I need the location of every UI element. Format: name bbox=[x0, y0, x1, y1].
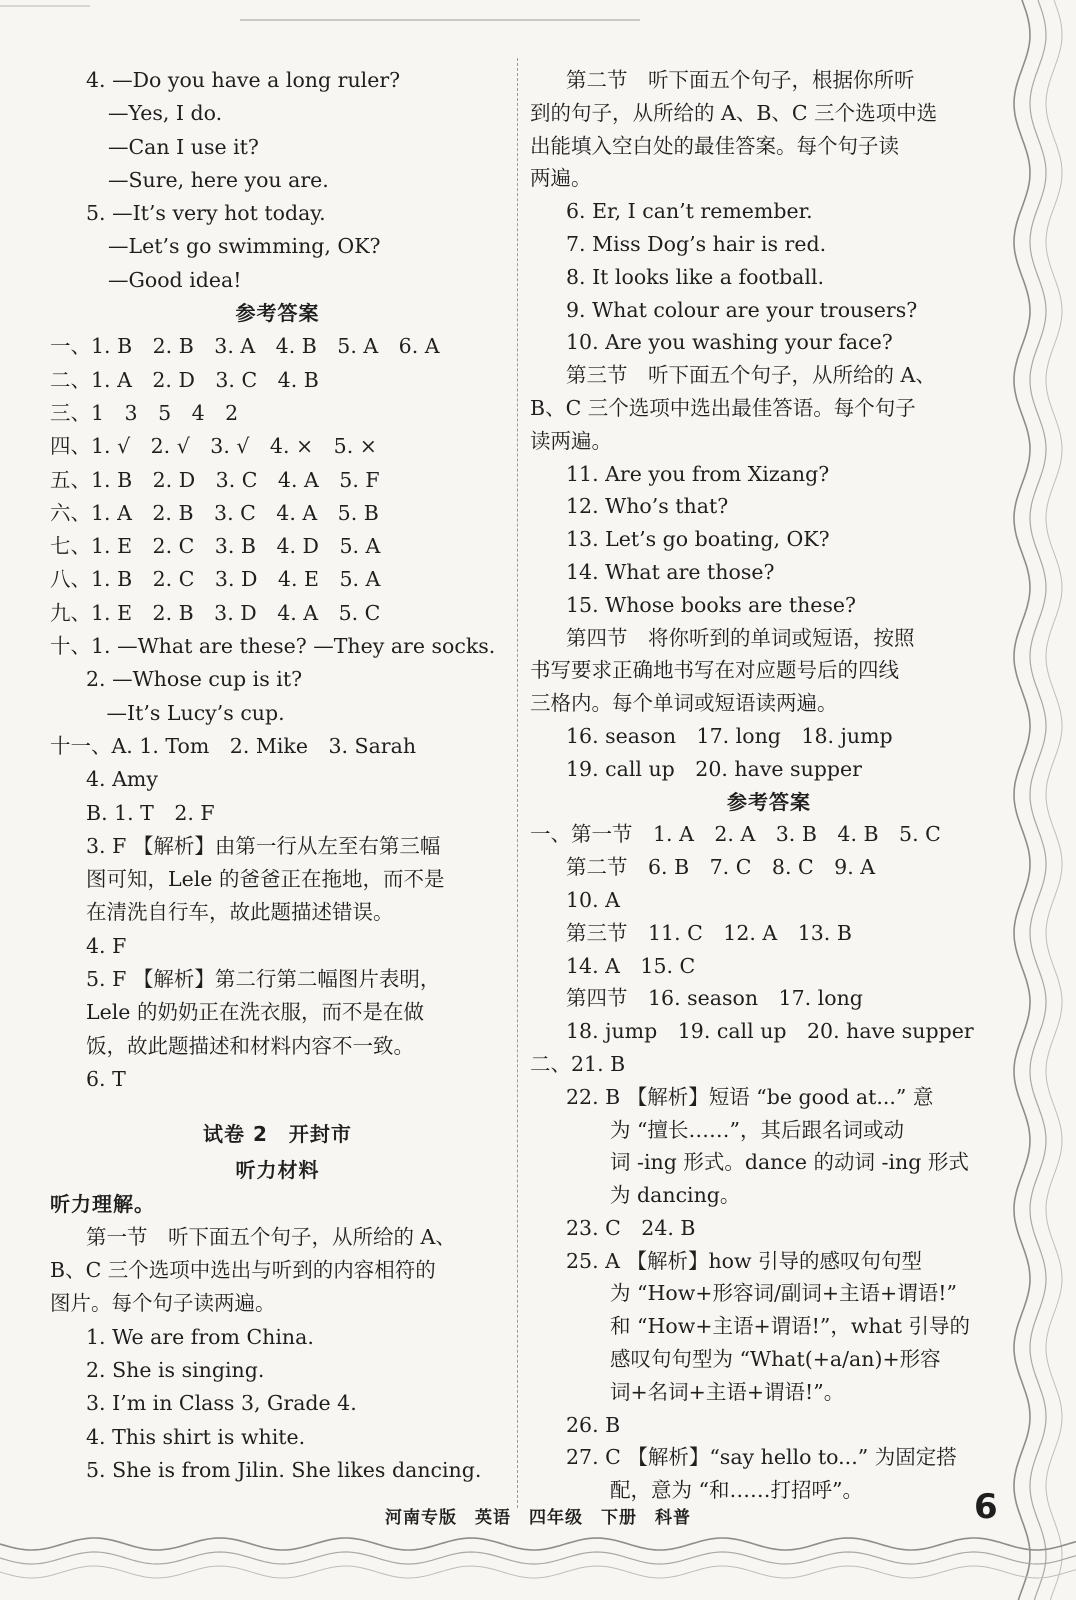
answer-line: 词 -ing 形式。dance 的动词 -ing 形式 bbox=[610, 1150, 969, 1175]
answer-detail-line: 5. F 【解析】第二行第二幅图片表明， bbox=[86, 967, 441, 992]
answer-row: 七、1. E 2. C 3. B 4. D 5. A bbox=[50, 534, 381, 559]
answer-detail-line: 十一、A. 1. Tom 2. Mike 3. Sarah bbox=[50, 733, 417, 758]
page-number: 6 bbox=[974, 1487, 998, 1527]
listening-line: 6. Er, I can’t remember. bbox=[566, 199, 813, 224]
answer-line: 二、21. B bbox=[530, 1051, 626, 1076]
answer-line: 配，意为 “和……打招呼”。 bbox=[610, 1478, 863, 1503]
answer-row: 六、1. A 2. B 3. C 4. A 5. B bbox=[50, 500, 379, 525]
answer-row: 八、1. B 2. C 3. D 4. E 5. A bbox=[50, 567, 381, 592]
part1-lines bbox=[50, 1221, 505, 1487]
answer-heading: 参考答案 bbox=[235, 301, 320, 326]
answer-row: 三、1 3 5 4 2 bbox=[50, 400, 239, 425]
answer-line: 第三节 11. C 12. A 13. B bbox=[566, 920, 852, 945]
part1-line: 3. I’m in Class 3, Grade 4. bbox=[86, 1391, 357, 1416]
listening-line: 第二节 听下面五个句子，根据你所听 bbox=[566, 68, 915, 92]
section-title: 试卷 2 开封市 bbox=[203, 1122, 352, 1147]
listening-line: 出能填入空白处的最佳答案。每个句子读 bbox=[530, 133, 899, 158]
dialogue-line: —Sure, here you are. bbox=[108, 167, 329, 192]
answer-detail-line: 4. Amy bbox=[86, 767, 158, 792]
answer-line: 第四节 16. season 17. long bbox=[566, 986, 863, 1011]
listening-line: 12. Who’s that? bbox=[566, 494, 729, 519]
answer-detail-line: Lele 的奶奶正在洗衣服，而不是在做 bbox=[86, 1000, 424, 1025]
footer-text: 河南专版 英语 四年级 下册 科普 bbox=[385, 1508, 691, 1528]
answer-detail-line: 2. —Whose cup is it? bbox=[86, 667, 303, 692]
answer-line: 23. C 24. B bbox=[566, 1215, 696, 1240]
section-subtitle: 听力材料 bbox=[235, 1158, 320, 1183]
listening-line: 书写要求正确地书写在对应题号后的四线 bbox=[530, 658, 899, 683]
listening-line: 15. Whose books are these? bbox=[566, 592, 857, 617]
answer-row: 九、1. E 2. B 3. D 4. A 5. C bbox=[50, 600, 381, 625]
answer-rows-right bbox=[530, 818, 1008, 1507]
answer-detail-line: 4. F bbox=[86, 933, 127, 958]
answer-line: 10. A bbox=[566, 887, 620, 912]
answer-detail-line: —It’s Lucy’s cup. bbox=[86, 700, 285, 725]
part1-line: 5. She is from Jilin. She likes dancing. bbox=[86, 1457, 482, 1482]
answer-rows bbox=[50, 330, 505, 663]
listening-line: 第四节 将你听到的单词或短语，按照 bbox=[566, 625, 915, 650]
answer-line: 27. C 【解析】“say hello to...” 为固定搭 bbox=[566, 1445, 957, 1470]
listening-line: 两遍。 bbox=[530, 166, 592, 191]
listening-line: 三格内。每个单词或短语读两遍。 bbox=[530, 691, 838, 716]
answer-details bbox=[50, 663, 505, 1096]
answer-detail-line: B. 1. T 2. F bbox=[86, 800, 215, 825]
answer-heading-right: 参考答案 bbox=[727, 789, 811, 814]
part1-line: 图片。每个句子读两遍。 bbox=[50, 1291, 276, 1316]
answer-line: 感叹句句型为 “What(+a/an)+形容 bbox=[610, 1347, 941, 1372]
listening-line: 16. season 17. long 18. jump bbox=[566, 723, 893, 748]
listening-line: 到的句子，从所给的 A、B、C 三个选项中选 bbox=[530, 100, 938, 125]
listening-label: 听力理解。 bbox=[50, 1191, 155, 1216]
listening-line: 11. Are you from Xizang? bbox=[566, 461, 830, 486]
answer-line: 25. A 【解析】how 引导的感叹句句型 bbox=[566, 1248, 923, 1273]
part1-line: 第一节 听下面五个句子，从所给的 A、 bbox=[86, 1224, 456, 1249]
listening-line: 19. call up 20. have supper bbox=[566, 756, 862, 781]
listening-line: 14. What are those? bbox=[566, 559, 775, 584]
left-column bbox=[50, 64, 505, 1487]
answer-detail-line: 在清洗自行车，故此题描述错误。 bbox=[86, 900, 394, 925]
answer-detail-line: 饭，故此题描述和材料内容不一致。 bbox=[86, 1033, 414, 1058]
dialogue-line: —Can I use it? bbox=[108, 134, 259, 159]
listening-line: 10. Are you washing your face? bbox=[566, 330, 893, 355]
column-divider bbox=[517, 58, 518, 1508]
listening-lines bbox=[530, 64, 1008, 786]
part1-line: 2. She is singing. bbox=[86, 1357, 265, 1382]
answer-detail-line: 6. T bbox=[86, 1066, 126, 1091]
answer-line: 为 dancing。 bbox=[610, 1183, 741, 1208]
answer-line: 和 “How+主语+谓语!”，what 引导的 bbox=[610, 1314, 971, 1339]
listening-line: 8. It looks like a football. bbox=[566, 264, 825, 289]
answer-row: 四、1. √ 2. √ 3. √ 4. × 5. × bbox=[50, 434, 377, 459]
answer-row: 二、1. A 2. D 3. C 4. B bbox=[50, 367, 319, 392]
top-border-decoration bbox=[0, 0, 1076, 40]
answer-row: 十、1. —What are these? —They are socks. bbox=[50, 634, 496, 659]
dialogue-line: 5. —It’s very hot today. bbox=[86, 201, 326, 226]
listening-line: 9. What colour are your trousers? bbox=[566, 297, 918, 322]
listening-line: 第三节 听下面五个句子，从所给的 A、 bbox=[566, 363, 936, 388]
answer-row: 五、1. B 2. D 3. C 4. A 5. F bbox=[50, 467, 380, 492]
answer-row: 一、1. B 2. B 3. A 4. B 5. A 6. A bbox=[50, 334, 440, 359]
answer-line: 为 “How+形容词/副词+主语+谓语!” bbox=[610, 1281, 957, 1306]
answer-line: 14. A 15. C bbox=[566, 953, 696, 978]
part1-line: B、C 三个选项中选出与听到的内容相符的 bbox=[50, 1258, 436, 1283]
listening-line: 读两遍。 bbox=[530, 428, 612, 453]
right-column bbox=[530, 64, 1008, 1507]
answer-line: 为 “擅长……”，其后跟名词或动 bbox=[610, 1117, 904, 1142]
bottom-wavy-border bbox=[0, 1530, 1076, 1600]
part1-line: 1. We are from China. bbox=[86, 1324, 314, 1349]
answer-line: 第二节 6. B 7. C 8. C 9. A bbox=[566, 855, 876, 880]
answer-line: 26. B bbox=[566, 1412, 621, 1437]
dialogue-line: —Good idea! bbox=[108, 267, 242, 292]
answer-detail-line: 图可知，Lele 的爸爸正在拖地，而不是 bbox=[86, 867, 445, 892]
dialogue-line: —Let’s go swimming, OK? bbox=[108, 234, 381, 259]
answer-detail-line: 3. F 【解析】由第一行从左至右第三幅 bbox=[86, 833, 441, 858]
answer-line: 词+名词+主语+谓语!”。 bbox=[610, 1379, 845, 1404]
dialogue-line: —Yes, I do. bbox=[108, 101, 223, 126]
answer-line: 18. jump 19. call up 20. have supper bbox=[566, 1019, 974, 1044]
listening-line: B、C 三个选项中选出最佳答语。每个句子 bbox=[530, 395, 916, 420]
part1-line: 4. This shirt is white. bbox=[86, 1424, 306, 1449]
listening-line: 7. Miss Dog’s hair is red. bbox=[566, 231, 827, 256]
dialogue-lines bbox=[50, 64, 505, 297]
answer-line: 22. B 【解析】短语 “be good at...” 意 bbox=[566, 1084, 934, 1109]
listening-line: 13. Let’s go boating, OK? bbox=[566, 527, 830, 552]
right-wavy-border bbox=[1000, 0, 1076, 1600]
dialogue-line: 4. —Do you have a long ruler? bbox=[86, 68, 401, 92]
answer-line: 一、第一节 1. A 2. A 3. B 4. B 5. C bbox=[530, 822, 941, 847]
